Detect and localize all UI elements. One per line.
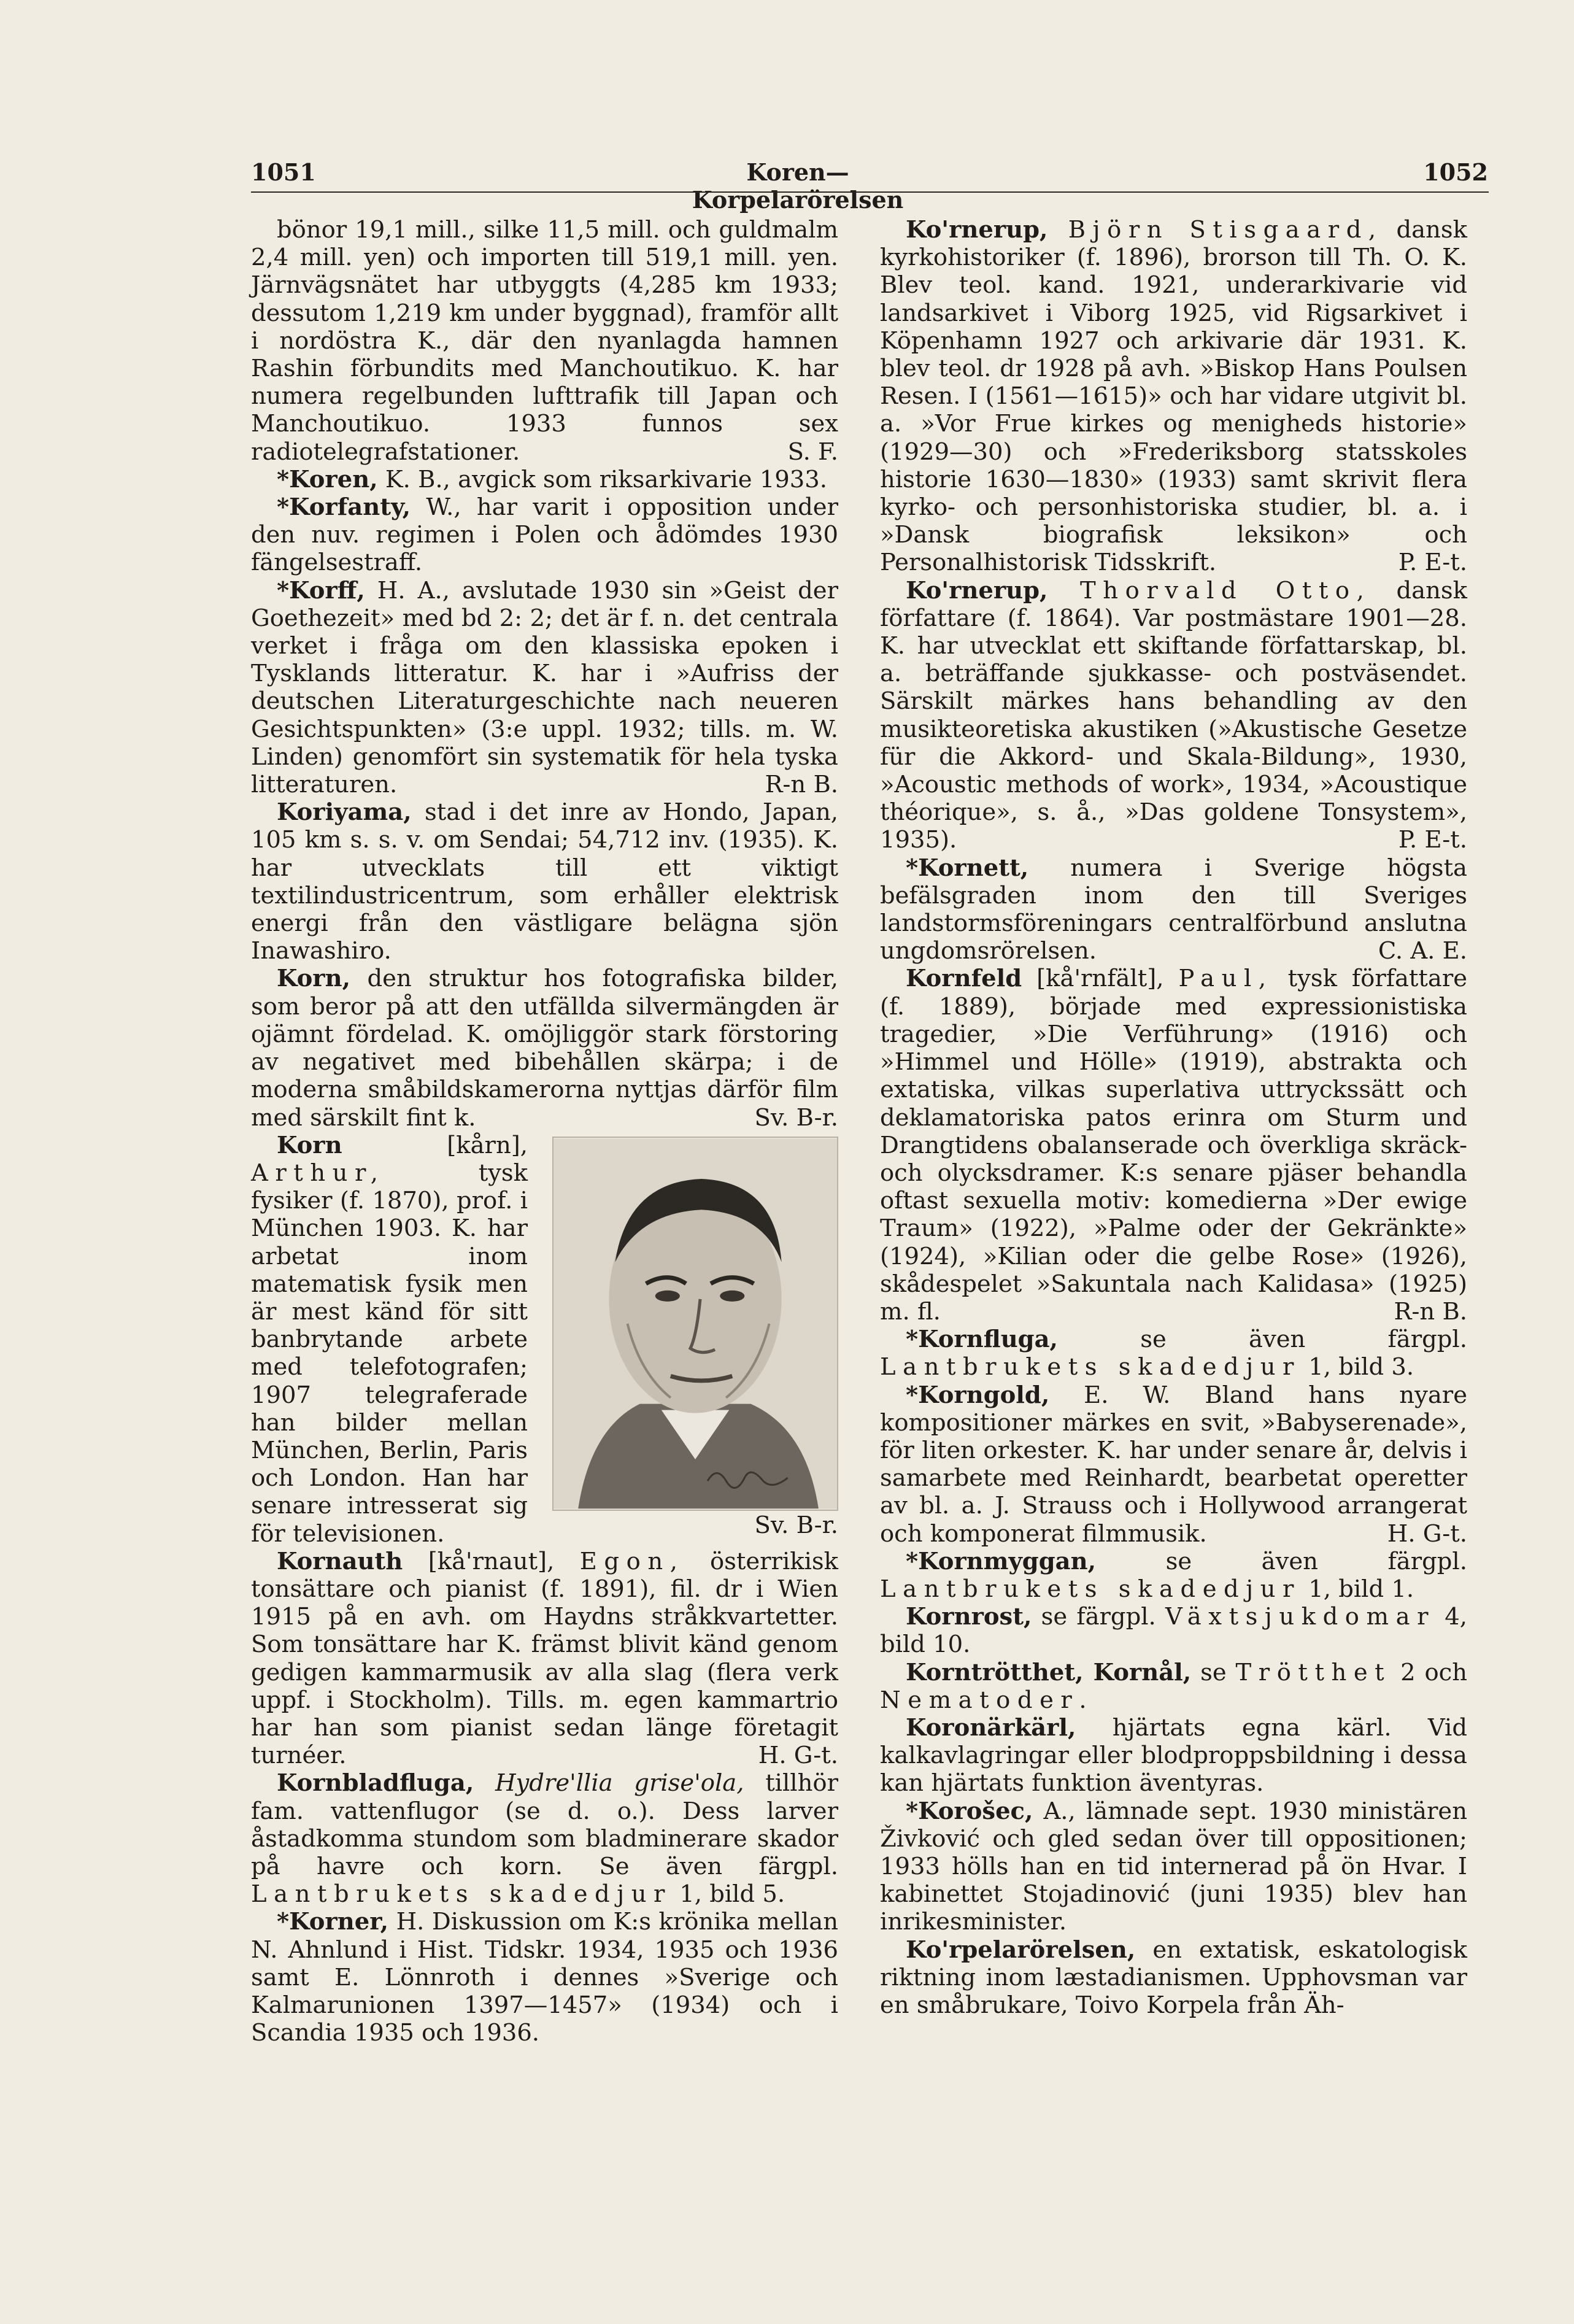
entry — [251, 1908, 838, 2047]
entry-text: se — [1191, 1658, 1236, 1686]
entry — [880, 1659, 1467, 1714]
header-rule — [251, 191, 1489, 193]
portrait-caption-signature: Sv. B-r. — [754, 1511, 838, 1539]
entry-signature: R-n B. — [1394, 1297, 1467, 1326]
entry-text: se även färgpl. — [1096, 1547, 1467, 1575]
entry — [880, 854, 1467, 965]
entry — [880, 1714, 1467, 1797]
cross-reference: Lantbrukets skadedjur — [880, 1575, 1302, 1603]
entry — [880, 1797, 1467, 1936]
entry — [251, 466, 838, 493]
entry-text-tail: 1, bild 1. — [1301, 1575, 1414, 1603]
entry-headword: Koriyama, — [277, 798, 412, 827]
entry-text: H. Diskussion om K:s krönika mellan N. Ahnlund i Hist. Tidskr. 1934, 1935 och 1936 samt E. Lönnroth i dennes »Sverige och Kalmarunionen 1397—1457» (1934) och i Scandia 1935 och 1936. — [251, 1908, 838, 2047]
entry-headword: Kornauth — [277, 1547, 403, 1575]
entry-text: W., har varit i opposition under den nuv. regimen i Polen och ådömdes 1930 fängelsestraff. — [251, 493, 838, 577]
entry-pronunciation: [kå'rnaut], — [403, 1547, 580, 1575]
entry-text-tail: 1, bild 3. — [1301, 1353, 1414, 1381]
entry-pronunciation: [kå'rnfält], — [1022, 965, 1179, 993]
entry-text: H. A., avslutade 1930 sin »Geist der Goethezeit» med bd 2: 2; det är f. n. det centrala verket i fråga om den klassiska epoken i Tysklands litteratur. K. har i »Aufriss der deutschen Literaturgeschichte nach neueren Gesichtspunkten» (3:e uppl. 1932; tills. m. W. Linden) genomfört sin systematik för hela tyska litteraturen. — [251, 576, 838, 799]
entry — [880, 965, 1467, 1326]
entry-signature: C. A. E. — [1378, 937, 1467, 965]
entry-headword: *Kornfluga, — [906, 1326, 1058, 1354]
entry-headword: *Kornett, — [906, 854, 1029, 882]
entry-text: tysk författare (f. 1889), började med expressionistiska tragedier, »Die Verführung» (1916) och »Himmel und Hölle» (1919), abstrakta och extatiska, vilkas superlativa uttryckssätt och deklamatoriska patos erinra om Sturm und Drangtidens obalanserade och överkliga skräck- och olycksdramer. K:s senare pjäser behandla oftast sexuella motiv: komedierna »Der ewige Traum» (1922), »Palme oder der Gekränkte» (1924), »Kilian oder die gelbe Rose» (1926), skådespelet »Sakuntala nach Kalidasa» (1925) m. fl. — [880, 965, 1468, 1326]
entry-text: numera i Sverige högsta befälsgraden inom den till Sveriges landstormsföreningars centralförbund anslutna ungdomsrörelsen. — [880, 854, 1467, 965]
entry-text: den struktur hos fotografiska bilder, som beror på att den utfällda silvermängden är ojämnt fördelad. K. omöjliggör stark förstoring av negativet med bibehållen skärpa; i de moderna småbildskamerorna nyttjas därför film med särskilt fint k. — [251, 965, 838, 1132]
entry-text: K. B., avgick som riksarkivarie 1933. — [377, 465, 828, 493]
entry-signature: Sv. B-r. — [754, 1103, 838, 1132]
entry — [251, 1769, 838, 1908]
page-number-left: 1051 — [251, 158, 316, 186]
entry — [880, 577, 1467, 854]
entry — [880, 1381, 1467, 1548]
entry-text: tysk fysiker (f. 1870), prof. i München 1903. K. har arbetat inom matematisk fysik men är mest känd för sitt banbrytande arbete med telefotografen; 1907 telegraferade han bilder mellan München, Berlin, Paris och London. Han har senare intresserat sig för televisionen. — [251, 1159, 528, 1548]
entry — [880, 1548, 1467, 1603]
cross-reference: Lantbrukets skadedjur — [251, 1880, 673, 1909]
entry — [880, 1326, 1467, 1381]
entry-latin-name: Hydre'llia grise'ola, — [474, 1769, 744, 1797]
entry-headword: *Korošec, — [906, 1797, 1033, 1825]
cross-reference: Nematoder — [880, 1686, 1079, 1714]
cross-reference: Växtsjukdomar — [1165, 1603, 1436, 1631]
entry-signature: H. G-t. — [1387, 1519, 1467, 1548]
page-number-right: 1052 — [1423, 158, 1488, 186]
entry-text: stad i det inre av Hondo, Japan, 105 km s. s. v. om Sendai; 54,712 inv. (1935). K. har utvecklats till ett viktigt textilindustricentrum, som erhåller elektrisk energi från den västligare belägna sjön Inawashiro. — [251, 798, 838, 965]
entry-text: dansk författare (f. 1864). Var postmästare 1901—28. K. har utvecklat ett skiftande författarskap, bl. a. beträffande sjukkasse- och postväsendet. Särskilt märkes hans behandling av den musikteoretiska akustiken (»Akustische Gesetze für die Akkord- und Skala-Bildung», 1930, »Acoustic methods of work», 1934, »Acoustique théorique», s. å., »Das goldene Tonsystem», 1935). — [880, 576, 1467, 854]
entry — [880, 216, 1467, 577]
entry-text: en extatisk, eskatologisk riktning inom læstadianismen. Upphovsman var en småbrukare, Toivo Korpela från Äh- — [880, 1936, 1467, 2019]
entry-headword: *Koren, — [277, 465, 378, 493]
entry-signature: R-n B. — [765, 771, 838, 799]
entry-name-spaced: Thorvald Otto, — [1047, 576, 1371, 604]
entry-headword: Kornfeld — [906, 965, 1022, 993]
entry-headword: Korn, — [277, 965, 350, 993]
entry-name-spaced: Egon, — [579, 1547, 685, 1575]
entry-headword: Ko'rnerup, — [906, 576, 1048, 604]
entry-headword: Ko'rnerup, — [906, 216, 1048, 244]
entry-signature: P. E-t. — [1398, 826, 1467, 854]
entry-text: tillhör fam. vattenflugor (se d. o.). Dess larver åstadkomma stundom som bladminerare skador på havre och korn. Se även färgpl. — [251, 1769, 838, 1880]
entry — [880, 1603, 1467, 1658]
entry-headword: Korn — [277, 1131, 342, 1159]
arthur-korn-portrait — [552, 1137, 838, 1511]
entry-text: österrikisk tonsättare och pianist (f. 1891), fil. dr i Wien 1915 på en avh. om Haydns stråkkvartetter. Som tonsättare har K. främst blivit känd genom gedigen kammarmusik av alla slag (flera verk uppf. i Stockholm). Tills. m. egen kammartrio har han som pianist sedan länge företagit turnéer. — [251, 1547, 838, 1770]
entry-headword: Kornbladfluga, — [277, 1769, 474, 1797]
entry-headword: *Korngold, — [906, 1381, 1050, 1409]
entry-name-spaced: Björn Stisgaard, — [1047, 216, 1383, 244]
entry-name-spaced: Arthur, — [251, 1159, 385, 1187]
entry-signature: P. E-t. — [1398, 549, 1467, 577]
entry-text: dansk kyrkohistoriker (f. 1896), brorson till Th. O. K. Blev teol. kand. 1921, underarkivarie vid landsarkivet i Viborg 1925, vid Rigsarkivet i Köpenhamn 1927 och arkivarie där 1931. K. blev teol. dr 1928 på avh. »Biskop Hans Poulsen Resen. I (1561—1615)» och har vidare utgivit bl. a. »Vor Frue kirkes og menigheds historie» (1929—30) och »Frederiksborg statsskoles historie 1630—1830» (1933) samt skrivit flera kyrko- och personhistoriska studier, bl. a. i »Dansk biografisk leksikon» och Personalhistorisk Tidsskrift. — [880, 216, 1467, 577]
right-column — [880, 216, 1467, 2019]
entry-headword: *Korner, — [277, 1908, 389, 1936]
entry-signature: H. G-t. — [758, 1742, 838, 1770]
entry-headword: Ko'rpelarörelsen, — [906, 1936, 1136, 1964]
entry — [251, 216, 838, 466]
entry-text: A., lämnade sept. 1930 ministären Živković och gled sedan över till oppositionen; 1933 hölls han en tid internerad på ön Hvar. I kabinettet Stojadinović (juni 1935) blev han inrikesminister. — [880, 1797, 1467, 1936]
entry-headword: Kornrost, — [906, 1603, 1032, 1631]
entry-headword: Koronärkärl, — [906, 1713, 1076, 1742]
portrait-drawing — [554, 1138, 837, 1510]
cross-reference: Trötthet — [1235, 1658, 1392, 1686]
entry-text-tail: 2 och — [1391, 1658, 1467, 1686]
entry-pronunciation: [kårn], — [342, 1131, 528, 1159]
entry — [251, 1548, 838, 1770]
entry — [251, 1132, 838, 1548]
entry-text: bönor 19,1 mill., silke 11,5 mill. och guldmalm 2,4 mill. yen) och importen till 519,1 mill. yen. Järnvägsnätet har utbyggts (4,285 km 1933; dessutom 1,219 km under byggnad), framför allt i nordöstra K., där den nyanlagda hamnen Rashin förbundits med Manchoutikuo. K. har numera regelbunden lufttrafik till Japan och Manchoutikuo. 1933 funnos sex radiotelegrafstationer. — [251, 216, 838, 466]
entry — [880, 1936, 1467, 2020]
entry-headword: *Korfanty, — [277, 493, 411, 522]
entry — [251, 493, 838, 577]
running-header: Koren—Korpelarörelsen — [692, 158, 904, 214]
entry-text: hjärtats egna kärl. Vid kalkavlagringar eller blodproppsbildning i dessa kan hjärtats funktion äventyras. — [880, 1713, 1467, 1797]
portrait-figure — [541, 1137, 838, 1539]
entry-text-tail: 1, bild 5. — [672, 1880, 785, 1909]
entry-headword: *Kornmyggan, — [906, 1547, 1096, 1575]
entry — [251, 577, 838, 799]
left-column — [251, 216, 838, 2047]
entry-headword: *Korff, — [277, 576, 365, 604]
entry-text: se färgpl. — [1032, 1603, 1165, 1631]
cross-reference: Lantbrukets skadedjur — [880, 1353, 1302, 1381]
entry-signature: S. F. — [787, 438, 838, 466]
entry-headword: Korntrötthet, Kornål, — [906, 1658, 1192, 1686]
entry — [251, 965, 838, 1131]
entry-name-spaced: Paul, — [1178, 965, 1273, 993]
entry-text-tail: . — [1079, 1686, 1087, 1714]
entry-text: E. W. Bland hans nyare kompositioner märkes en svit, »Babyserenade», för liten orkester. K. har under senare år, delvis i samarbete med Reinhardt, bearbetat operetter av bl. a. J. Strauss och i Hollywood arrangerat och komponerat filmmusik. — [880, 1381, 1467, 1548]
entry-text: se även färgpl. — [1057, 1326, 1467, 1354]
entry — [251, 798, 838, 965]
entry-text-tail: 4, bild 10. — [880, 1603, 1467, 1659]
